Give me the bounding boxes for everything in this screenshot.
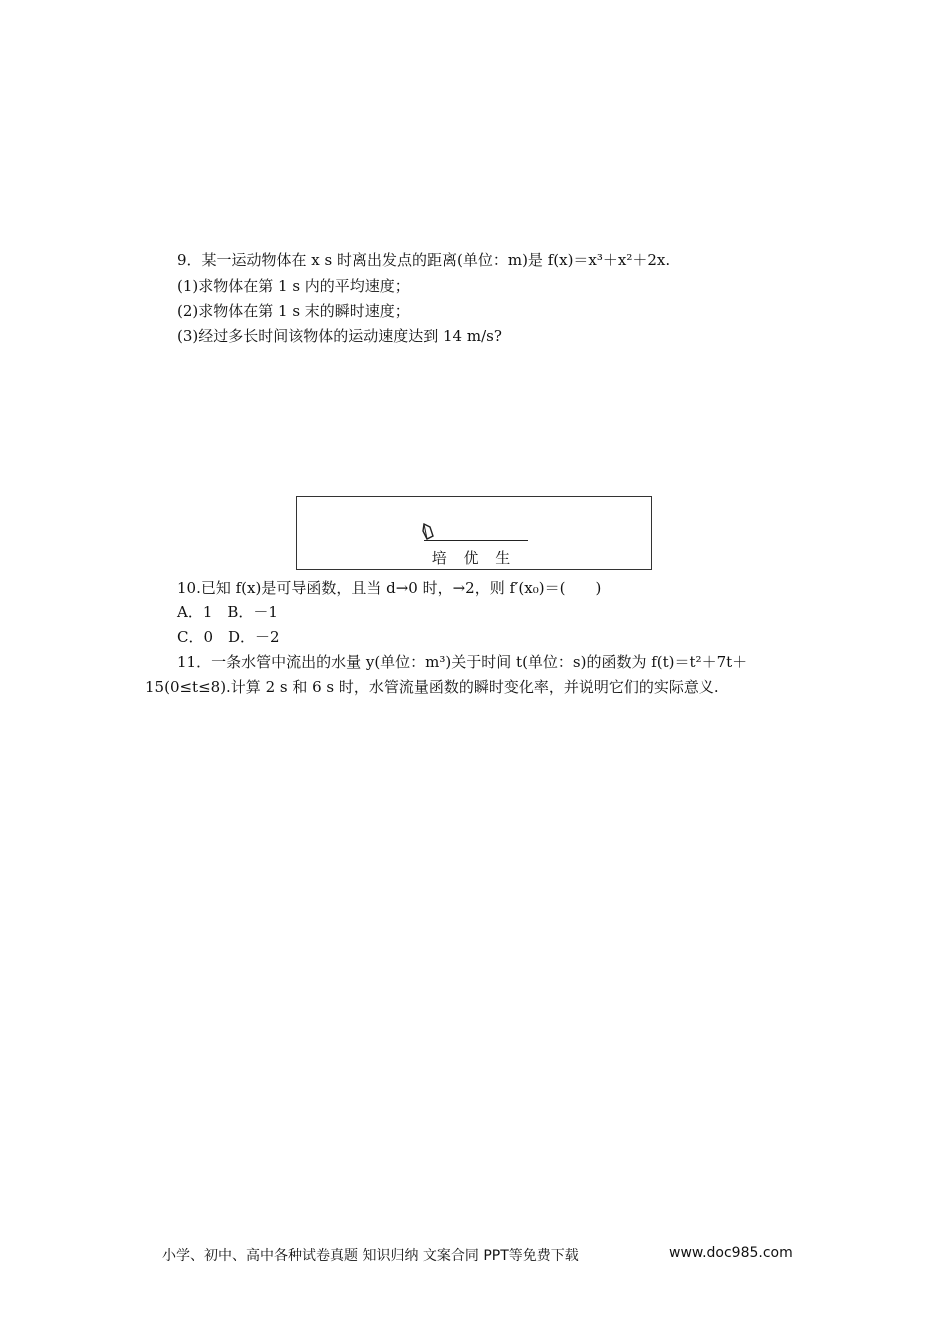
question-11-line-2: 15(0≤t≤8).计算 2 s 和 6 s 时，水管流量函数的瞬时变化率，并说明它们的实际意义.	[145, 678, 719, 696]
question-9-part-1: (1)求物体在第 1 s 内的平均速度；	[177, 277, 410, 295]
section-header-rule	[424, 540, 528, 541]
question-10-stem: 10.已知 f(x)是可导函数，且当 d→0 时，→2，则 f′(x₀)＝( )	[177, 579, 602, 597]
section-header-box	[296, 496, 652, 570]
question-9-part-3: (3)经过多长时间该物体的运动速度达到 14 m/s?	[177, 327, 502, 345]
question-10-options-cd: C．0 D．－2	[177, 628, 280, 646]
pen-icon	[421, 522, 437, 542]
question-11-line-1: 11．一条水管中流出的水量 y(单位：m³)关于时间 t(单位：s)的函数为 f(t)＝t²＋7t＋	[177, 653, 748, 671]
footer-text: 小学、初中、高中各种试卷真题 知识归纳 文案合同 PPT等免费下载	[162, 1248, 579, 1264]
footer-site-link[interactable]: www.doc985.com	[669, 1245, 793, 1261]
question-10-options-ab: A．1 B．－1	[177, 603, 278, 621]
question-9-stem: 9．某一运动物体在 x s 时离出发点的距离(单位：m)是 f(x)＝x³＋x²＋2x.	[177, 251, 671, 269]
question-9-part-2: (2)求物体在第 1 s 末的瞬时速度；	[177, 302, 410, 320]
page-footer	[162, 1245, 793, 1265]
section-title: 培 优 生	[431, 549, 517, 567]
